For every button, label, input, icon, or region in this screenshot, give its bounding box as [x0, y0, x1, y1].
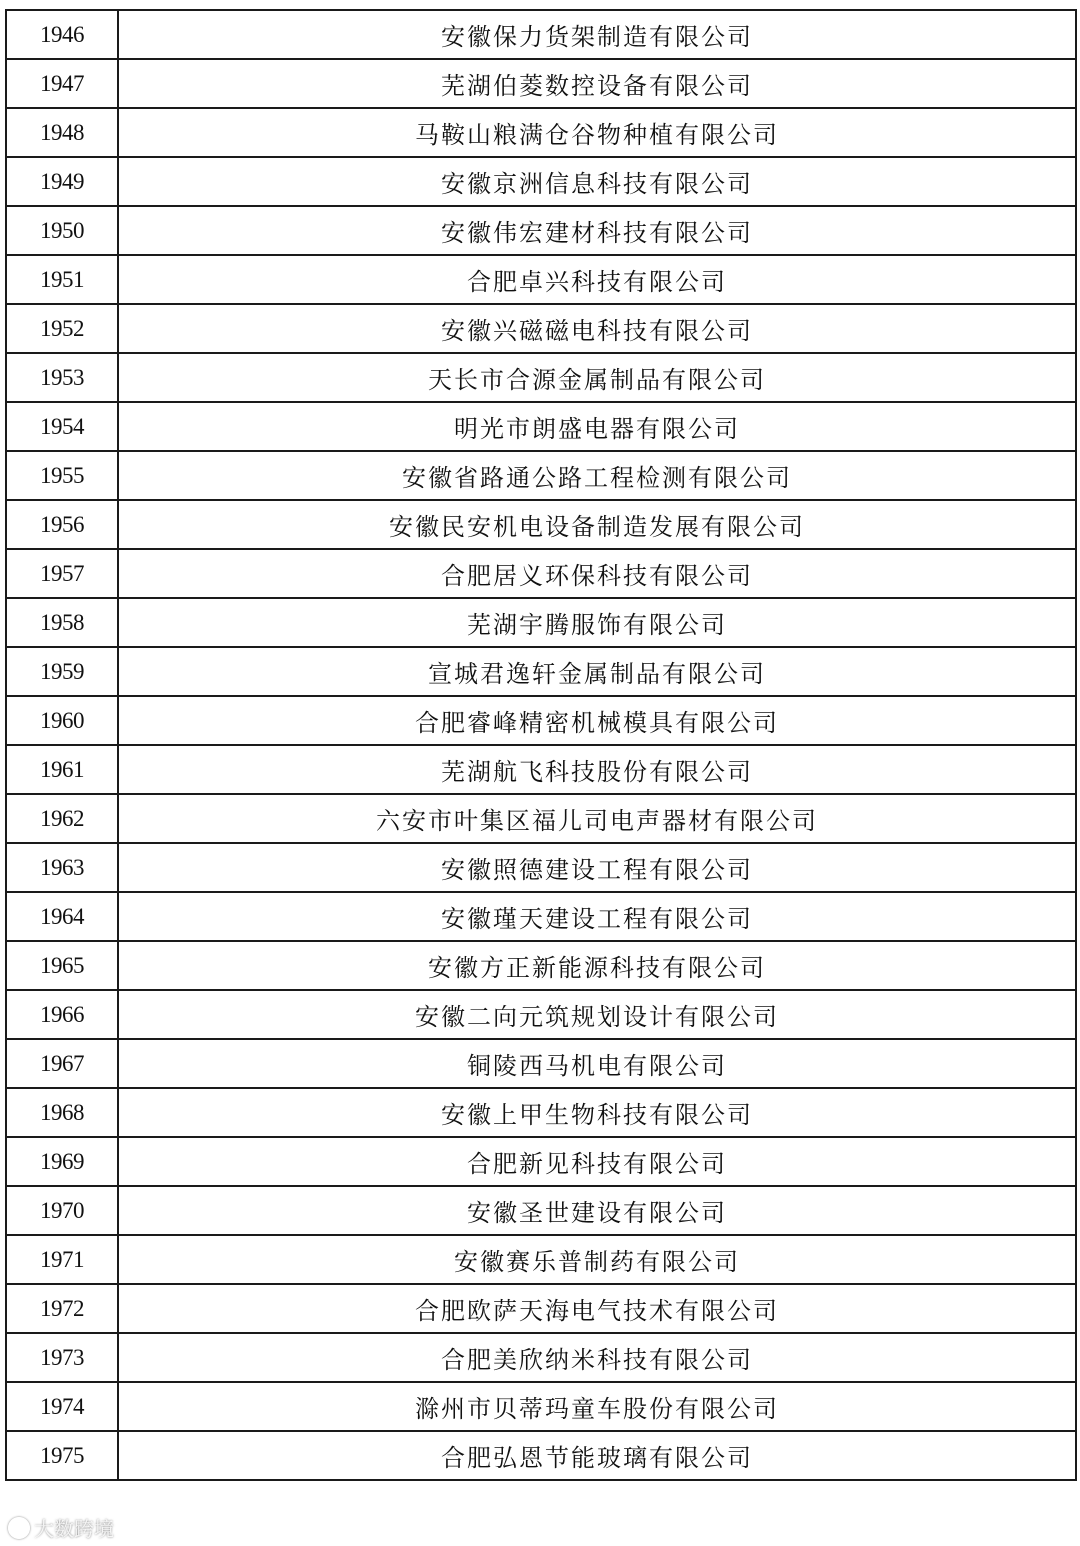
- table-row: [6, 745, 1076, 794]
- table-row: [6, 157, 1076, 206]
- company-name-cell: 合肥卓兴科技有限公司: [118, 255, 1076, 304]
- table-body: [6, 10, 1076, 1480]
- company-name-cell: 芜湖航飞科技股份有限公司: [118, 745, 1076, 794]
- company-name-cell: 安徽伟宏建材科技有限公司: [118, 206, 1076, 255]
- table-row: [6, 500, 1076, 549]
- row-number-cell: 1974: [6, 1382, 118, 1431]
- row-number-cell: 1961: [6, 745, 118, 794]
- row-number-cell: 1948: [6, 108, 118, 157]
- table-row: [6, 990, 1076, 1039]
- table-row: [6, 1186, 1076, 1235]
- company-name-cell: 安徽二向元筑规划设计有限公司: [118, 990, 1076, 1039]
- company-name-cell: 铜陵西马机电有限公司: [118, 1039, 1076, 1088]
- table-row: [6, 59, 1076, 108]
- table-row: [6, 696, 1076, 745]
- row-number-cell: 1950: [6, 206, 118, 255]
- row-number-cell: 1951: [6, 255, 118, 304]
- row-number-cell: 1958: [6, 598, 118, 647]
- row-number-cell: 1965: [6, 941, 118, 990]
- table-row: [6, 108, 1076, 157]
- table-row: [6, 941, 1076, 990]
- table-row: [6, 1039, 1076, 1088]
- company-list-table: [5, 9, 1077, 1481]
- company-name-cell: 安徽赛乐普制药有限公司: [118, 1235, 1076, 1284]
- company-name-cell: 宣城君逸轩金属制品有限公司: [118, 647, 1076, 696]
- company-name-cell: 安徽保力货架制造有限公司: [118, 10, 1076, 59]
- company-name-cell: 合肥弘恩节能玻璃有限公司: [118, 1431, 1076, 1480]
- table-row: [6, 549, 1076, 598]
- company-name-cell: 合肥居义环保科技有限公司: [118, 549, 1076, 598]
- company-name-cell: 安徽圣世建设有限公司: [118, 1186, 1076, 1235]
- table-row: [6, 206, 1076, 255]
- table-row: [6, 402, 1076, 451]
- row-number-cell: 1970: [6, 1186, 118, 1235]
- row-number-cell: 1946: [6, 10, 118, 59]
- row-number-cell: 1967: [6, 1039, 118, 1088]
- company-name-cell: 马鞍山粮满仓谷物种植有限公司: [118, 108, 1076, 157]
- company-name-cell: 安徽兴磁磁电科技有限公司: [118, 304, 1076, 353]
- row-number-cell: 1962: [6, 794, 118, 843]
- row-number-cell: 1968: [6, 1088, 118, 1137]
- company-name-cell: 六安市叶集区福儿司电声器材有限公司: [118, 794, 1076, 843]
- table-row: [6, 1137, 1076, 1186]
- company-name-cell: 芜湖宇腾服饰有限公司: [118, 598, 1076, 647]
- company-name-cell: 芜湖伯菱数控设备有限公司: [118, 59, 1076, 108]
- row-number-cell: 1956: [6, 500, 118, 549]
- company-name-cell: 安徽方正新能源科技有限公司: [118, 941, 1076, 990]
- row-number-cell: 1952: [6, 304, 118, 353]
- row-number-cell: 1959: [6, 647, 118, 696]
- table-row: [6, 1284, 1076, 1333]
- table-row: [6, 304, 1076, 353]
- company-name-cell: 合肥欧萨天海电气技术有限公司: [118, 1284, 1076, 1333]
- row-number-cell: 1963: [6, 843, 118, 892]
- table-row: [6, 353, 1076, 402]
- table-row: [6, 10, 1076, 59]
- company-list-table-wrapper: [5, 9, 1075, 1481]
- table-row: [6, 843, 1076, 892]
- row-number-cell: 1953: [6, 353, 118, 402]
- table-row: [6, 892, 1076, 941]
- table-row: [6, 1431, 1076, 1480]
- brand-logo-icon: [8, 1517, 30, 1539]
- table-row: [6, 1382, 1076, 1431]
- table-row: [6, 647, 1076, 696]
- company-name-cell: 滁州市贝蒂玛童车股份有限公司: [118, 1382, 1076, 1431]
- row-number-cell: 1954: [6, 402, 118, 451]
- row-number-cell: 1975: [6, 1431, 118, 1480]
- row-number-cell: 1955: [6, 451, 118, 500]
- company-name-cell: 明光市朗盛电器有限公司: [118, 402, 1076, 451]
- row-number-cell: 1971: [6, 1235, 118, 1284]
- table-row: [6, 1088, 1076, 1137]
- watermark-text: 大数跨境: [34, 1517, 114, 1541]
- company-name-cell: 安徽省路通公路工程检测有限公司: [118, 451, 1076, 500]
- company-name-cell: 安徽上甲生物科技有限公司: [118, 1088, 1076, 1137]
- row-number-cell: 1966: [6, 990, 118, 1039]
- company-name-cell: 天长市合源金属制品有限公司: [118, 353, 1076, 402]
- table-row: [6, 794, 1076, 843]
- table-row: [6, 598, 1076, 647]
- table-row: [6, 451, 1076, 500]
- row-number-cell: 1949: [6, 157, 118, 206]
- row-number-cell: 1960: [6, 696, 118, 745]
- table-row: [6, 255, 1076, 304]
- company-name-cell: 安徽京洲信息科技有限公司: [118, 157, 1076, 206]
- row-number-cell: 1964: [6, 892, 118, 941]
- watermark: [8, 1513, 114, 1542]
- row-number-cell: 1947: [6, 59, 118, 108]
- table-row: [6, 1333, 1076, 1382]
- company-name-cell: 安徽民安机电设备制造发展有限公司: [118, 500, 1076, 549]
- company-name-cell: 安徽瑾天建设工程有限公司: [118, 892, 1076, 941]
- row-number-cell: 1969: [6, 1137, 118, 1186]
- company-name-cell: 合肥睿峰精密机械模具有限公司: [118, 696, 1076, 745]
- row-number-cell: 1973: [6, 1333, 118, 1382]
- company-name-cell: 合肥美欣纳米科技有限公司: [118, 1333, 1076, 1382]
- row-number-cell: 1972: [6, 1284, 118, 1333]
- company-name-cell: 合肥新见科技有限公司: [118, 1137, 1076, 1186]
- table-row: [6, 1235, 1076, 1284]
- company-name-cell: 安徽照德建设工程有限公司: [118, 843, 1076, 892]
- row-number-cell: 1957: [6, 549, 118, 598]
